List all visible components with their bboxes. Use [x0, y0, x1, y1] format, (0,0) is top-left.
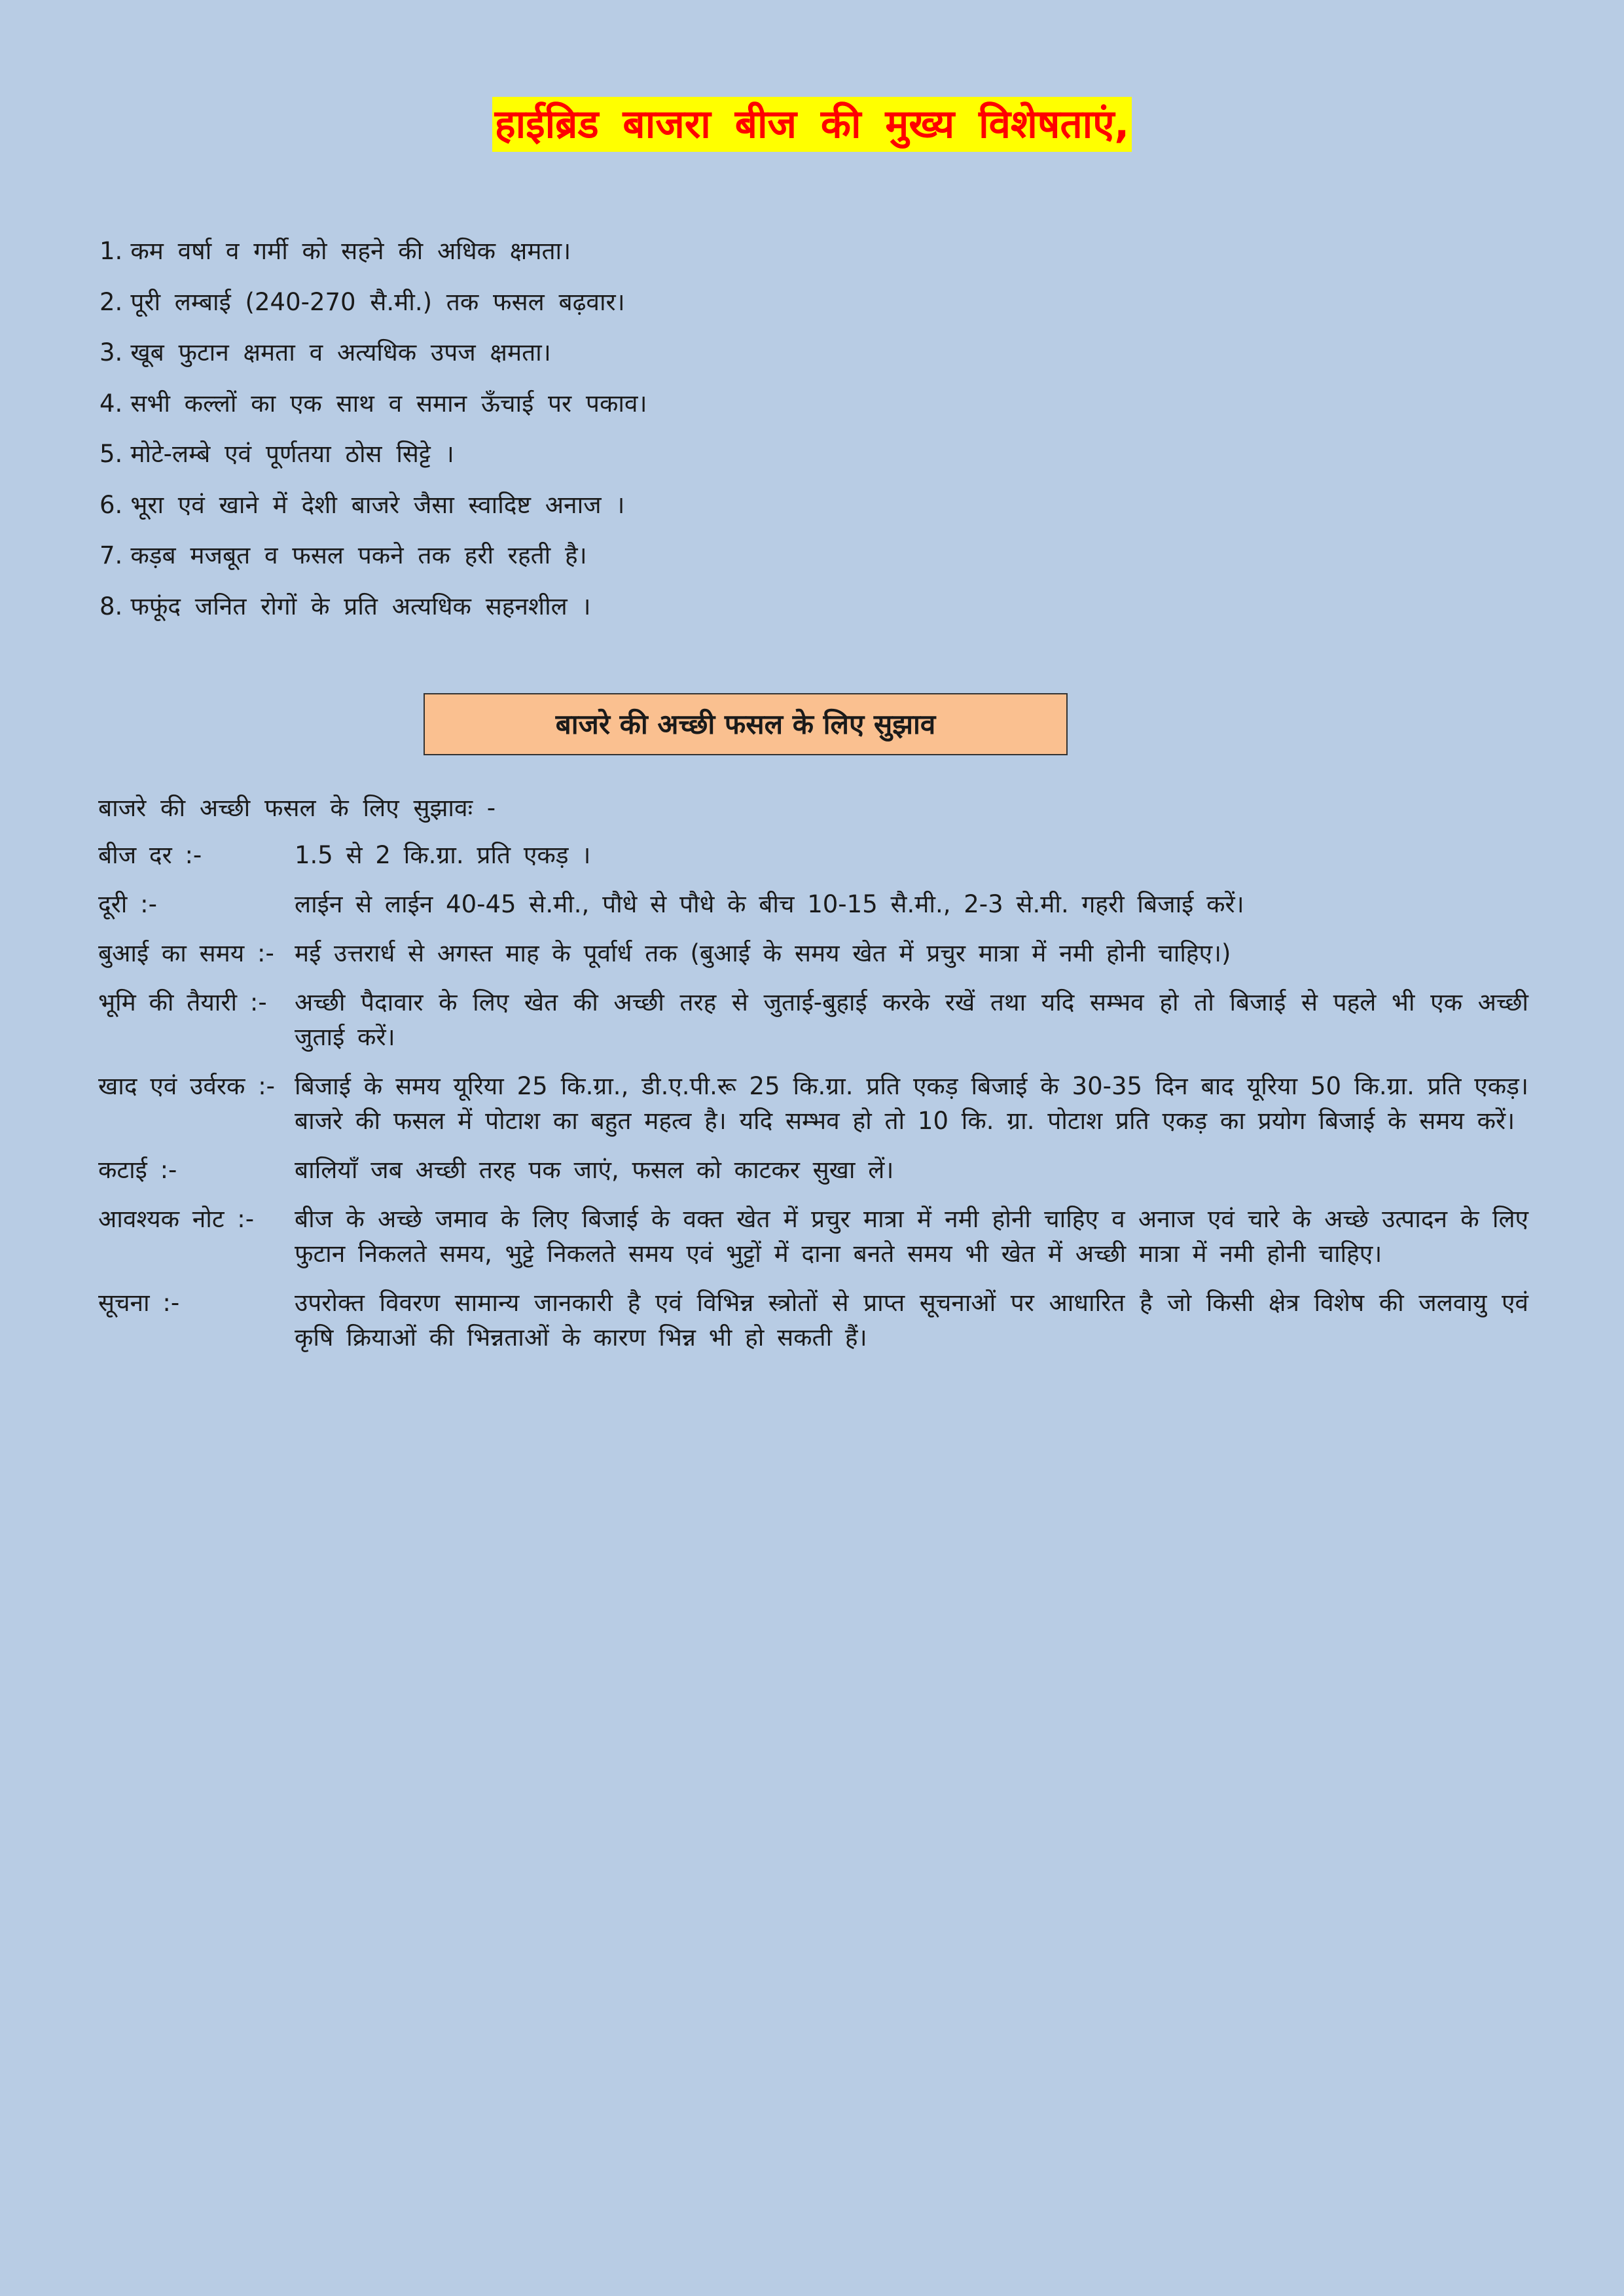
advice-text: 1.5 से 2 कि.ग्रा. प्रति एकड़ ।: [295, 841, 591, 869]
list-item: [99, 327, 1540, 378]
advice-label: बुआई का समय :-: [98, 939, 274, 967]
advice-row-important-note: [98, 1202, 1528, 1271]
advice-label: खाद एवं उर्वरक :-: [98, 1072, 276, 1100]
list-item-number: 2.: [99, 287, 123, 316]
advice-label: दूरी :-: [98, 890, 157, 918]
advice-label: बीज दर :-: [98, 841, 202, 869]
section-heading: बाजरे की अच्छी फसल के लिए सुझाव: [555, 708, 936, 740]
list-item-text: पूरी लम्बाई (240-270 सै.मी.) तक फसल बढ़वार।: [130, 287, 625, 316]
section-heading-box: [424, 693, 1068, 755]
list-item-number: 8.: [99, 592, 123, 620]
advice-text: लाईन से लाईन 40-45 से.मी., पौधे से पौधे के बीच 10-15 सै.मी., 2-3 से.मी. गहरी बिजाई करें।: [295, 890, 1244, 918]
advice-text: बिजाई के समय यूरिया 25 कि.ग्रा., डी.ए.पी.रू 25 कि.ग्रा. प्रति एकड़ बिजाई के 30-35 दिन बाद यूरिया 50 कि.ग्रा. प्रति एकड़। बाजरे की फसल में पोटाश का बहुत महत्व है। यदि सम्भव हो तो 10 कि. ग्रा. पोटाश प्रति एकड़ का प्रयोग बिजाई के समय करें।: [295, 1072, 1528, 1135]
advice-row-seed-rate: [98, 838, 1528, 872]
advice-text: बीज के अच्छे जमाव के लिए बिजाई के वक्त खेत में प्रचुर मात्रा में नमी होनी चाहिए व अनाज एवं चारे के अच्छे उत्पादन के लिए फुटान निकलते समय, भुट्टे निकलते समय एवं भुट्टों में दाना बनते समय भी खेत में अच्छी मात्रा में नमी होनी चाहिए।: [295, 1205, 1528, 1268]
list-item-number: 7.: [99, 541, 123, 569]
advice-label: सूचना :-: [98, 1289, 180, 1317]
page-title: हाईब्रिड बाजरा बीज की मुख्य विशेषताएं,: [492, 97, 1132, 152]
advice-label: कटाई :-: [98, 1156, 177, 1184]
list-item-number: 4.: [99, 389, 123, 418]
list-item-number: 1.: [99, 237, 123, 265]
advice-intro: बाजरे की अच्छी फसल के लिए सुझावः -: [98, 794, 496, 822]
advice-label: आवश्यक नोट :-: [98, 1205, 255, 1233]
advice-text: अच्छी पैदावार के लिए खेत की अच्छी तरह से जुताई-बुहाई करके रखें तथा यदि सम्भव हो तो बिजाई से पहले भी एक अच्छी जुताई करें।: [295, 988, 1528, 1051]
advice-row-disclaimer: [98, 1285, 1528, 1355]
features-list: [99, 226, 1540, 632]
list-item-text: कड़ब मजबूत व फसल पकने तक हरी रहती है।: [130, 541, 587, 569]
advice-row-land-preparation: [98, 985, 1528, 1054]
list-item-number: 5.: [99, 440, 123, 468]
list-item: [99, 378, 1540, 429]
list-item-number: 3.: [99, 338, 123, 367]
page-title-container: [0, 97, 1624, 152]
advice-text: बालियाँ जब अच्छी तरह पक जाएं, फसल को काटकर सुखा लें।: [295, 1156, 894, 1184]
list-item-text: भूरा एवं खाने में देशी बाजरे जैसा स्वादिष्ट अनाज ।: [130, 490, 625, 519]
list-item: [99, 530, 1540, 581]
list-item: [99, 480, 1540, 531]
list-item-number: 6.: [99, 490, 123, 519]
advice-label: भूमि की तैयारी :-: [98, 988, 267, 1016]
advice-row-spacing: [98, 887, 1528, 922]
list-item: [99, 277, 1540, 328]
advice-row-harvest: [98, 1153, 1528, 1187]
advice-text: मई उत्तरार्ध से अगस्त माह के पूर्वार्ध तक (बुआई के समय खेत में प्रचुर मात्रा में नमी होनी चाहिए।): [295, 939, 1231, 967]
list-item-text: फफूंद जनित रोगों के प्रति अत्यधिक सहनशील ।: [130, 592, 591, 620]
list-item-text: मोटे-लम्बे एवं पूर्णतया ठोस सिट्टे ।: [130, 440, 454, 468]
advice-row-sowing-time: [98, 936, 1528, 971]
list-item-text: कम वर्षा व गर्मी को सहने की अधिक क्षमता।: [130, 237, 571, 265]
advice-section: [98, 789, 1528, 1369]
advice-text: उपरोक्त विवरण सामान्य जानकारी है एवं विभिन्न स्त्रोतों से प्राप्त सूचनाओं पर आधारित है जो किसी क्षेत्र विशेष की जलवायु एवं कृषि क्रियाओं की भिन्नताओं के कारण भिन्न भी हो सकती हैं।: [295, 1289, 1528, 1352]
advice-row-fertilizer: [98, 1069, 1528, 1138]
list-item: [99, 429, 1540, 480]
list-item-text: सभी कल्लों का एक साथ व समान ऊँचाई पर पकाव।: [130, 389, 647, 418]
list-item: [99, 226, 1540, 277]
list-item-text: खूब फुटान क्षमता व अत्यधिक उपज क्षमता।: [130, 338, 551, 367]
list-item: [99, 581, 1540, 632]
